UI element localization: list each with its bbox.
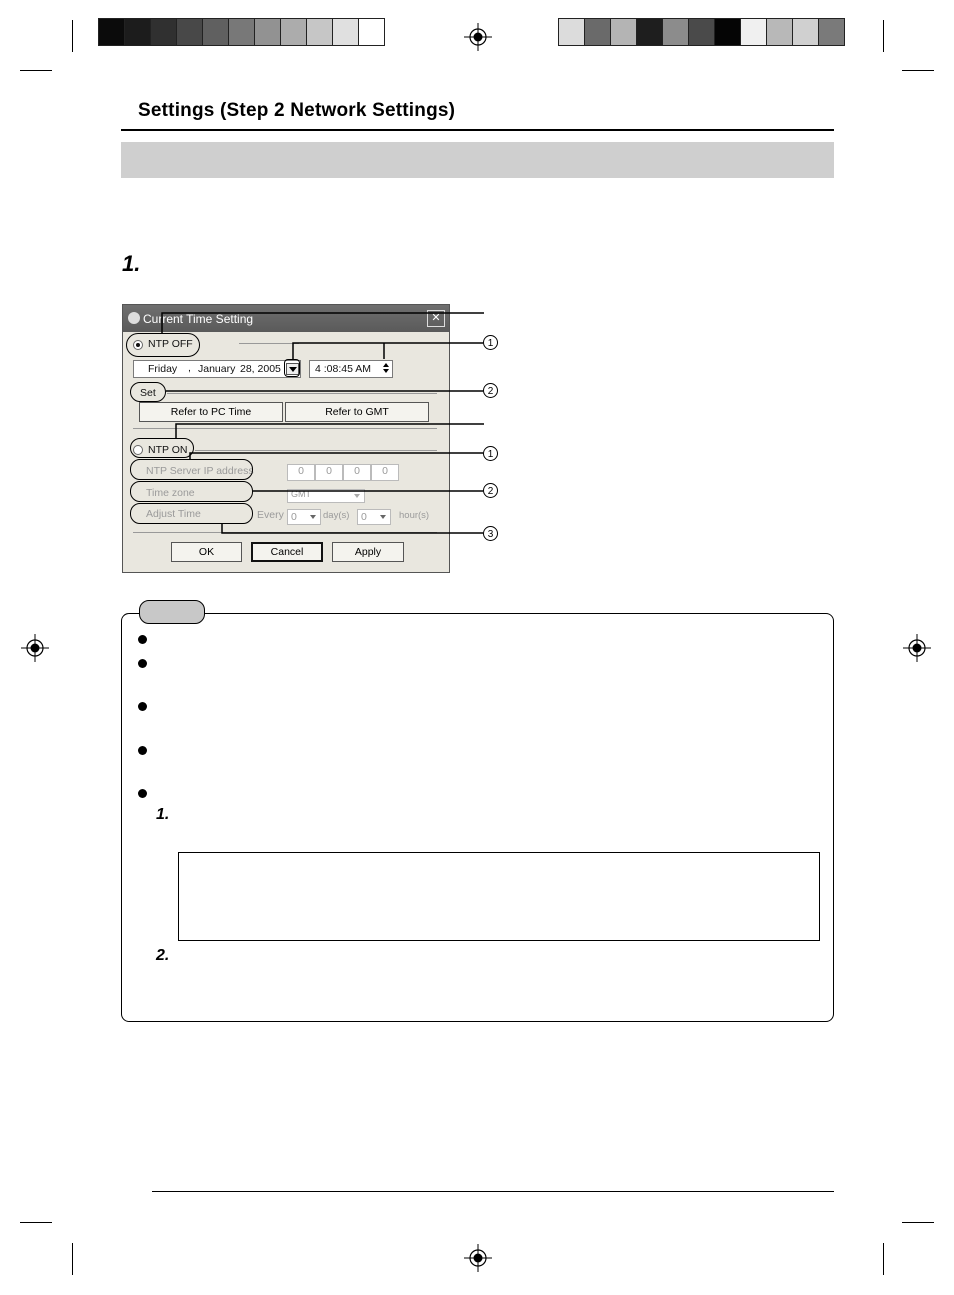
note-box [121, 613, 834, 1022]
ip-octet[interactable]: 0 [371, 464, 399, 481]
ok-button[interactable]: OK [171, 542, 242, 562]
refer-to-gmt-button[interactable]: Refer to GMT [285, 402, 429, 422]
timezone-label: Time zone [146, 487, 195, 499]
timezone-value: GMT [291, 489, 311, 499]
note-inner-box [178, 852, 820, 941]
callout-number: 2 [483, 383, 498, 398]
note-bullet [138, 702, 147, 711]
hour-unit: hour(s) [399, 510, 430, 521]
note-substep-2: 2. [156, 947, 170, 964]
date-separator: , [188, 362, 191, 374]
refer-to-pc-time-button[interactable]: Refer to PC Time [139, 402, 283, 422]
callout-number: 3 [483, 526, 498, 541]
cancel-button[interactable]: Cancel [251, 542, 323, 562]
time-value: 4 :08:45 AM [315, 363, 372, 375]
day-value: 0 [291, 511, 297, 523]
ip-octet[interactable]: 0 [343, 464, 371, 481]
note-bullet [138, 789, 147, 798]
note-bullet [138, 659, 147, 668]
note-substep-1: 1. [156, 806, 170, 823]
note-bullet [138, 746, 147, 755]
date-day: Friday [148, 363, 178, 375]
ntp-server-label: NTP Server IP address [146, 465, 254, 477]
ip-octet[interactable]: 0 [287, 464, 315, 481]
note-tab [139, 600, 205, 624]
apply-button[interactable]: Apply [332, 542, 404, 562]
section-title: Settings (Step 2 Network Settings) [138, 100, 456, 121]
hour-value: 0 [361, 511, 367, 523]
ip-octet[interactable]: 0 [315, 464, 343, 481]
every-label: Every [257, 509, 284, 521]
set-label: Set [140, 387, 156, 399]
callout-number: 1 [483, 446, 498, 461]
day-unit: day(s) [323, 510, 350, 521]
callout-number: 2 [483, 483, 498, 498]
note-bullet [138, 635, 147, 644]
ntp-off-label: NTP OFF [148, 338, 193, 350]
step-number: 1. [122, 251, 141, 276]
date-month: January [198, 363, 236, 375]
callout-number: 1 [483, 335, 498, 350]
footer-rule [152, 1191, 834, 1192]
date-daynum-year: 28, 2005 [240, 363, 281, 375]
ntp-on-label: NTP ON [148, 444, 188, 456]
adjust-time-label: Adjust Time [146, 508, 201, 520]
dialog-title: Current Time Setting [143, 312, 254, 326]
close-icon[interactable]: ✕ [427, 310, 445, 327]
